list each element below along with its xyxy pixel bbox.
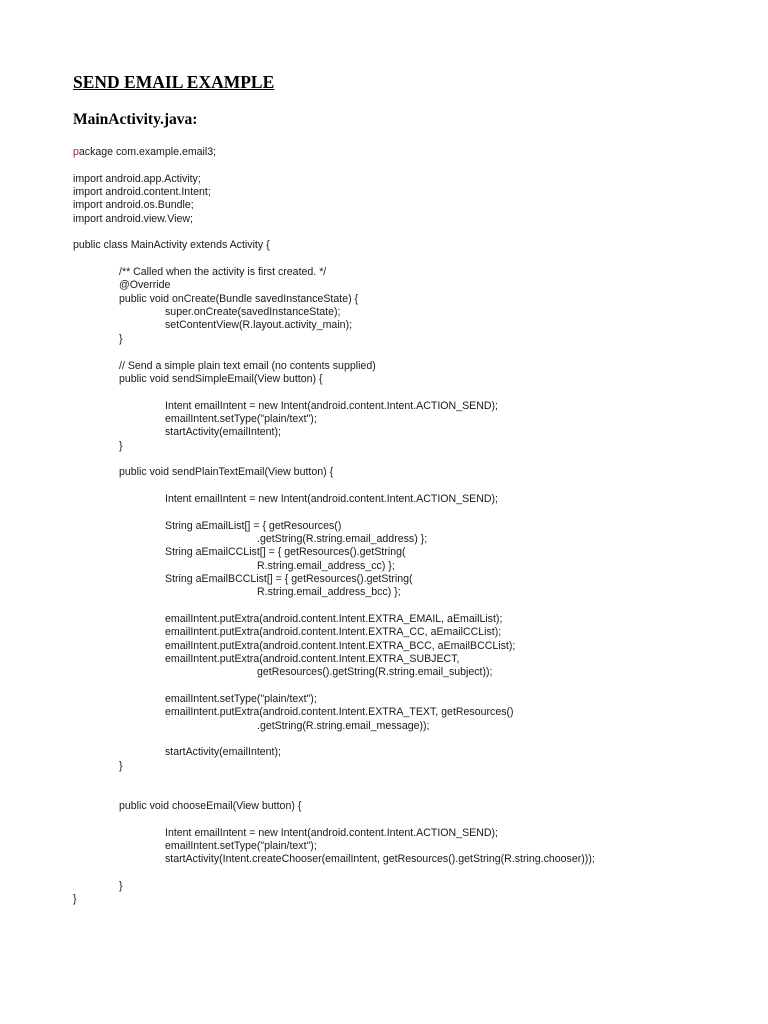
code-line: String aEmailList[] = { getResources() xyxy=(165,519,342,532)
code-line xyxy=(73,253,753,266)
code-line: import android.content.Intent; xyxy=(73,186,211,199)
code-line: startActivity(Intent.createChooser(emailIntent, getResources().getString(R.string.chooser))); xyxy=(165,853,595,866)
code-line xyxy=(73,813,753,826)
code-line: emailIntent.putExtra(android.content.Intent.EXTRA_SUBJECT, xyxy=(165,653,460,666)
code-line: emailIntent.putExtra(android.content.Intent.EXTRA_BCC, aEmailBCCList); xyxy=(165,639,516,652)
code-line xyxy=(73,506,753,519)
code-line: emailIntent.setType("plain/text"); xyxy=(165,839,317,852)
code-line: String aEmailCCList[] = { getResources().getString( xyxy=(165,546,406,559)
code-line xyxy=(73,346,753,359)
code-line: Intent emailIntent = new Intent(android.content.Intent.ACTION_SEND); xyxy=(165,399,498,412)
code-line: R.string.email_address_cc) }; xyxy=(257,559,395,572)
code-line: emailIntent.putExtra(android.content.Intent.EXTRA_TEXT, getResources() xyxy=(165,706,514,719)
code-line: /** Called when the activity is first created. */ xyxy=(119,266,327,279)
code-line: public void sendPlainTextEmail(View button) { xyxy=(119,466,334,479)
code-line: getResources().getString(R.string.email_subject)); xyxy=(257,666,493,679)
code-line: } xyxy=(119,879,123,892)
code-line: } xyxy=(73,893,77,906)
code-line: setContentView(R.layout.activity_main); xyxy=(165,319,353,332)
code-line: // Send a simple plain text email (no contents supplied) xyxy=(119,359,376,372)
code-line: import android.os.Bundle; xyxy=(73,199,194,212)
code-line: emailIntent.setType("plain/text"); xyxy=(165,412,317,425)
document-title: SEND EMAIL EXAMPLE xyxy=(73,72,275,92)
code-line: super.onCreate(savedInstanceState); xyxy=(165,306,341,319)
code-line: public void sendSimpleEmail(View button) { xyxy=(119,372,323,385)
code-line xyxy=(73,159,753,172)
code-line: package com.example.email3; xyxy=(73,146,217,158)
code-line xyxy=(73,226,753,239)
code-line xyxy=(73,453,753,466)
code-line: startActivity(emailIntent); xyxy=(165,426,281,439)
code-line: import android.app.Activity; xyxy=(73,172,201,185)
file-heading: MainActivity.java: xyxy=(73,111,198,128)
code-line: public class MainActivity extends Activity { xyxy=(73,239,270,252)
code-line xyxy=(73,386,753,399)
code-line: emailIntent.putExtra(android.content.Intent.EXTRA_CC, aEmailCCList); xyxy=(165,626,502,639)
code-line: } xyxy=(119,332,123,345)
code-line xyxy=(73,867,753,880)
code-line: } xyxy=(119,439,123,452)
code-line: Intent emailIntent = new Intent(android.content.Intent.ACTION_SEND); xyxy=(165,826,498,839)
code-line: Intent emailIntent = new Intent(android.content.Intent.ACTION_SEND); xyxy=(165,492,498,505)
code-line: @Override xyxy=(119,279,171,292)
code-line: emailIntent.setType("plain/text"); xyxy=(165,693,317,706)
code-line xyxy=(73,733,753,746)
code-line: import android.view.View; xyxy=(73,212,193,225)
code-line: } xyxy=(119,759,123,772)
code-line: R.string.email_address_bcc) }; xyxy=(257,586,401,599)
code-line xyxy=(73,773,753,786)
code-line: public void onCreate(Bundle savedInstanceState) { xyxy=(119,292,359,305)
code-line: startActivity(emailIntent); xyxy=(165,746,281,759)
code-line: .getString(R.string.email_address) }; xyxy=(257,532,428,545)
code-line xyxy=(73,480,753,493)
code-line: emailIntent.putExtra(android.content.Intent.EXTRA_EMAIL, aEmailList); xyxy=(165,613,503,626)
code-line xyxy=(73,787,753,800)
code-line xyxy=(73,680,753,693)
code-line: .getString(R.string.email_message)); xyxy=(257,719,430,732)
code-block xyxy=(73,146,753,907)
code-line: public void chooseEmail(View button) { xyxy=(119,799,302,812)
code-line: String aEmailBCCList[] = { getResources().getString( xyxy=(165,573,413,585)
code-line xyxy=(73,600,753,613)
